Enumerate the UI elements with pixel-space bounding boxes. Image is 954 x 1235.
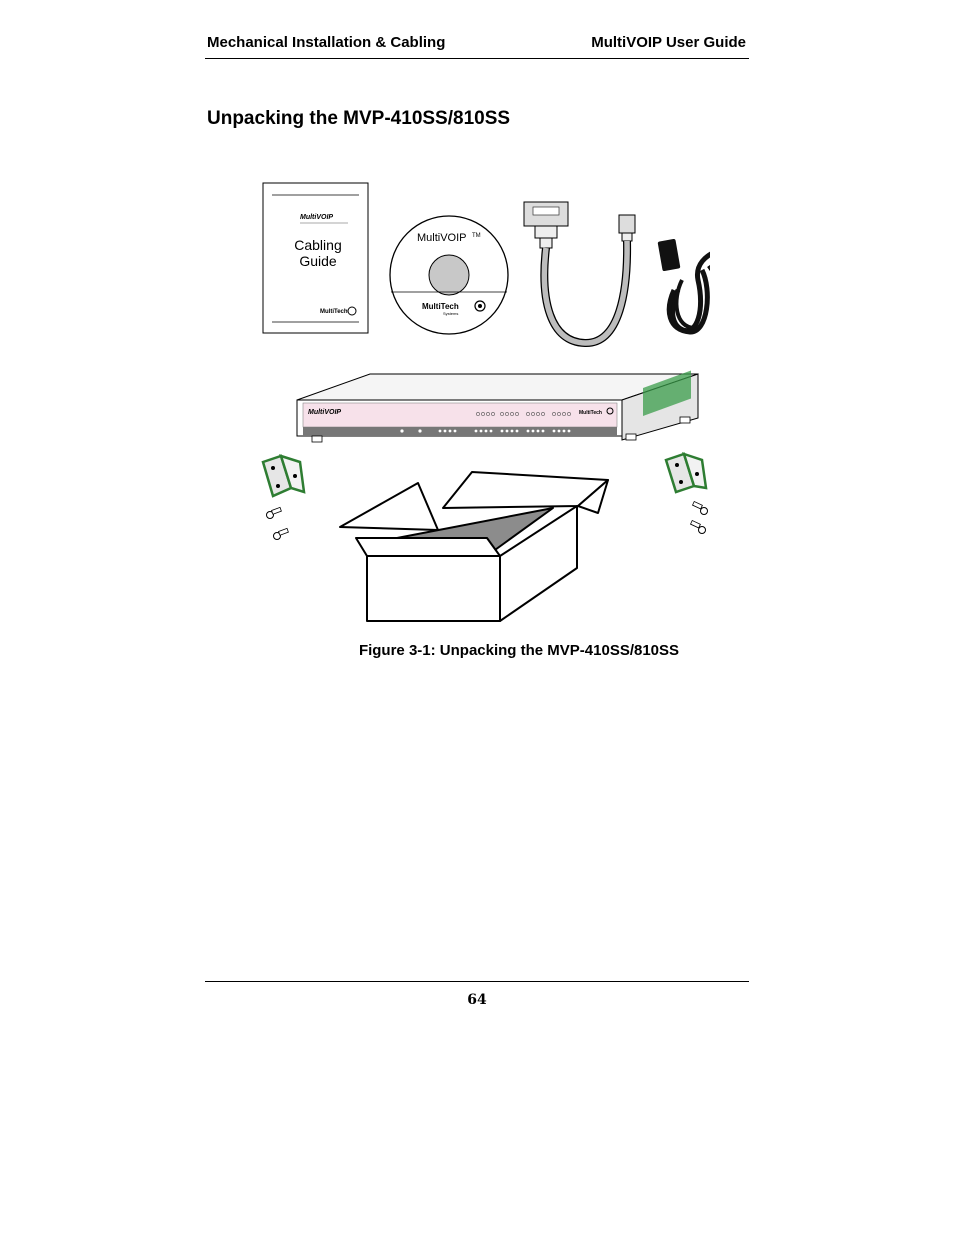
footer-divider bbox=[205, 981, 749, 982]
figure-caption-text: Figure 3-1: Unpacking the MVP-410SS/810SS bbox=[358, 642, 680, 659]
section-heading: Unpacking the MVP-410SS/810SS bbox=[207, 108, 511, 129]
rack-bracket-right bbox=[666, 454, 708, 534]
serial-cable bbox=[524, 202, 635, 343]
cd-trademark: TM bbox=[472, 233, 481, 239]
guide-logo: MultiVOIP bbox=[300, 214, 334, 221]
cd-label: MultiVOIP bbox=[417, 232, 467, 244]
page-number: 64 bbox=[467, 992, 487, 1008]
screw-left-2 bbox=[274, 528, 289, 539]
multivoip-cd bbox=[390, 216, 508, 334]
screw-right-2 bbox=[691, 520, 706, 533]
screw-right-1 bbox=[693, 501, 708, 514]
header-divider bbox=[205, 58, 749, 59]
guide-footer-logo: MultiTech bbox=[320, 309, 348, 315]
guide-label-line2: Guide bbox=[299, 253, 337, 269]
power-cord bbox=[658, 239, 710, 332]
running-header-doc-title: MultiVOIP User Guide bbox=[591, 34, 746, 51]
running-header-section: Mechanical Installation & Cabling bbox=[207, 34, 446, 51]
rack-bracket-left bbox=[263, 456, 304, 540]
shipping-box bbox=[340, 472, 608, 621]
cd-logo-sub: Systems bbox=[443, 311, 459, 316]
panel-logo-right: MultiTech bbox=[579, 410, 602, 416]
mvp-chassis bbox=[297, 371, 698, 442]
screw-left-1 bbox=[267, 507, 282, 518]
unpacking-figure bbox=[250, 170, 710, 630]
cd-logo: MultiTech bbox=[422, 302, 459, 311]
panel-logo: MultiVOIP bbox=[308, 409, 342, 416]
cabling-guide-booklet bbox=[263, 183, 368, 333]
guide-label-line1: Cabling bbox=[294, 237, 342, 253]
figure-caption bbox=[0, 642, 954, 659]
